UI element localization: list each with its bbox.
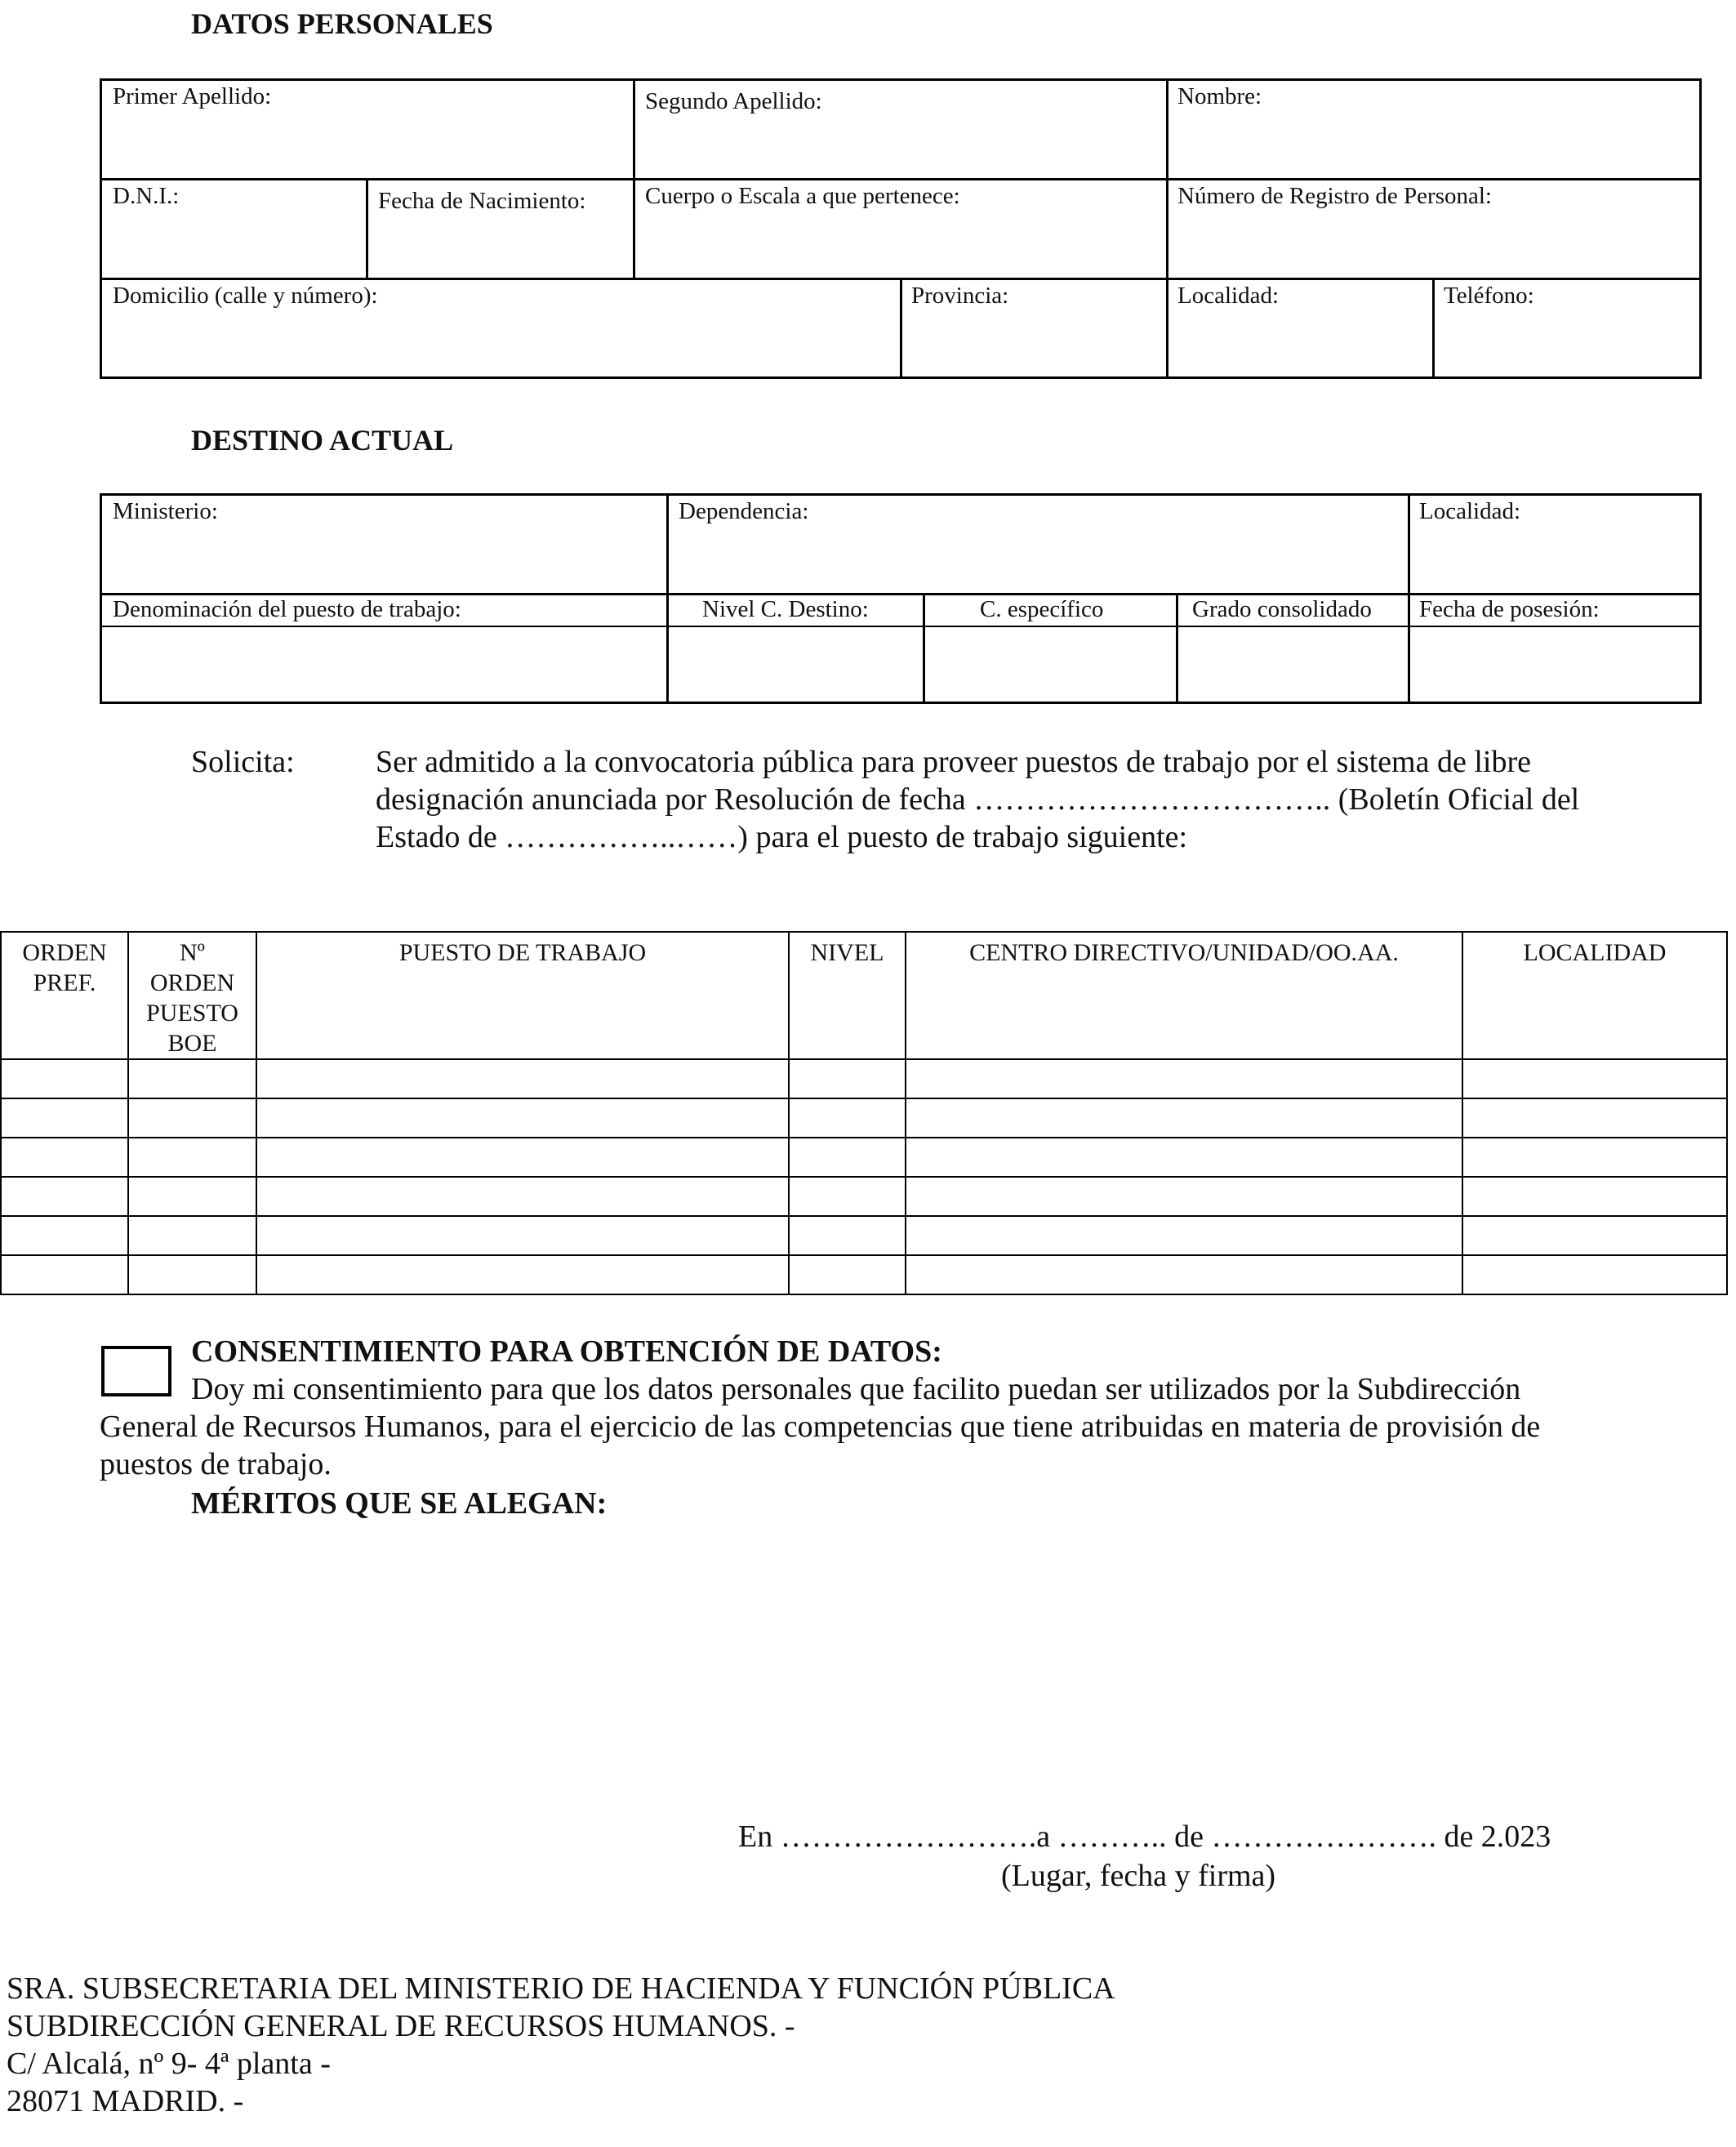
header-text: PREF.: [33, 969, 96, 996]
primer-apellido-field[interactable]: Primer Apellido:: [113, 83, 272, 109]
puesto-header: [256, 932, 789, 1059]
header-text: ORDEN: [22, 939, 107, 966]
domicilio-field[interactable]: Domicilio (calle y número):: [113, 283, 378, 309]
puesto-cell[interactable]: [256, 1216, 789, 1255]
divider: [633, 78, 635, 278]
n-orden-cell[interactable]: [128, 1216, 256, 1255]
nivel-cell[interactable]: [789, 1098, 906, 1138]
datos-personales-heading: DATOS PERSONALES: [191, 7, 493, 40]
localidad-header: [1462, 932, 1727, 1059]
divider: [666, 493, 669, 704]
localidad-cell[interactable]: [1462, 1138, 1727, 1177]
provincia-field[interactable]: Provincia:: [911, 283, 1009, 309]
localidad-cell[interactable]: [1462, 1255, 1727, 1294]
numero-registro-field[interactable]: Número de Registro de Personal:: [1177, 183, 1492, 209]
header-text: LOCALIDAD: [1523, 939, 1667, 966]
nivel-header: [789, 932, 906, 1059]
orden-pref-cell[interactable]: [1, 1098, 128, 1138]
telefono-field[interactable]: Teléfono:: [1444, 283, 1534, 309]
header-text: ORDEN: [149, 969, 235, 996]
dni-field[interactable]: D.N.I.:: [113, 183, 180, 209]
table-row: [1, 1098, 1727, 1138]
orden-pref-cell[interactable]: [1, 1216, 128, 1255]
divider: [1166, 78, 1168, 278]
divider: [100, 626, 1702, 627]
divider: [1432, 278, 1435, 379]
consentimiento-line-2: General de Recursos Humanos, para el ejercicio de las competencias que tiene atribuidas en materia de provisión de: [100, 1410, 1541, 1444]
centro-cell[interactable]: [906, 1177, 1462, 1216]
destinatario-line-4: 28071 MADRID. -: [7, 2084, 244, 2118]
orden-pref-cell[interactable]: [1, 1138, 128, 1177]
cuerpo-escala-field[interactable]: Cuerpo o Escala a que pertenece:: [645, 183, 960, 209]
orden-pref-cell[interactable]: [1, 1177, 128, 1216]
orden-pref-cell[interactable]: [1, 1255, 128, 1294]
n-orden-cell[interactable]: [128, 1059, 256, 1098]
divider: [366, 178, 368, 278]
localidad-destino-field[interactable]: Localidad:: [1419, 498, 1521, 524]
header-text: BOE: [167, 1030, 217, 1057]
localidad-cell[interactable]: [1462, 1216, 1727, 1255]
nombre-field[interactable]: Nombre:: [1177, 83, 1262, 109]
fecha-posesion-field[interactable]: Fecha de posesión:: [1419, 596, 1600, 622]
nivel-cell[interactable]: [789, 1059, 906, 1098]
c-especifico-field[interactable]: C. específico: [980, 596, 1104, 622]
divider: [923, 593, 925, 704]
orden-pref-header: [1, 932, 128, 1059]
header-text: PUESTO DE TRABAJO: [398, 939, 647, 966]
n-orden-header: [128, 932, 256, 1059]
orden-pref-cell[interactable]: [1, 1059, 128, 1098]
divider: [1408, 493, 1410, 704]
table-row: [1, 1216, 1727, 1255]
table-header-row: [1, 932, 1727, 1059]
destinatario-line-3: C/ Alcalá, nº 9- 4ª planta -: [7, 2047, 331, 2081]
consentimiento-heading: CONSENTIMIENTO PARA OBTENCIÓN DE DATOS:: [191, 1334, 942, 1369]
n-orden-cell[interactable]: [128, 1138, 256, 1177]
nivel-cell[interactable]: [789, 1255, 906, 1294]
nivel-cell[interactable]: [789, 1138, 906, 1177]
puesto-cell[interactable]: [256, 1177, 789, 1216]
puesto-cell[interactable]: [256, 1059, 789, 1098]
centro-cell[interactable]: [906, 1255, 1462, 1294]
divider: [1166, 278, 1168, 379]
denominacion-puesto-field[interactable]: Denominación del puesto de trabajo:: [113, 596, 461, 622]
puesto-cell[interactable]: [256, 1138, 789, 1177]
puesto-cell[interactable]: [256, 1255, 789, 1294]
solicita-label: Solicita:: [191, 745, 295, 779]
destinatario-line-2: SUBDIRECCIÓN GENERAL DE RECURSOS HUMANOS. -: [7, 2009, 795, 2043]
grado-consolidado-field[interactable]: Grado consolidado: [1192, 596, 1372, 622]
nivel-cell[interactable]: [789, 1216, 906, 1255]
centro-cell[interactable]: [906, 1216, 1462, 1255]
centro-cell[interactable]: [906, 1138, 1462, 1177]
divider: [100, 178, 1702, 180]
centro-cell[interactable]: [906, 1059, 1462, 1098]
segundo-apellido-field[interactable]: Segundo Apellido:: [645, 88, 822, 114]
solicita-line-2: designación anunciada por Resolución de fecha …………………………….. (Boletín Oficial del: [376, 782, 1580, 817]
table-row: [1, 1255, 1727, 1294]
solicita-line-1: Ser admitido a la convocatoria pública para proveer puestos de trabajo por el sistema de libre: [376, 745, 1531, 779]
firma-line[interactable]: En …………………….a ……….. de …………………. de 2.023: [738, 1820, 1551, 1854]
nivel-cell[interactable]: [789, 1177, 906, 1216]
dependencia-field[interactable]: Dependencia:: [679, 498, 809, 524]
divider: [100, 593, 1702, 595]
localidad-field[interactable]: Localidad:: [1177, 283, 1280, 309]
header-text: Nº: [180, 939, 205, 966]
meritos-heading: MÉRITOS QUE SE ALEGAN:: [191, 1486, 608, 1521]
table-row: [1, 1177, 1727, 1216]
table-row: [1, 1138, 1727, 1177]
n-orden-cell[interactable]: [128, 1098, 256, 1138]
firma-caption: (Lugar, fecha y firma): [1001, 1859, 1276, 1893]
localidad-cell[interactable]: [1462, 1177, 1727, 1216]
n-orden-cell[interactable]: [128, 1255, 256, 1294]
n-orden-cell[interactable]: [128, 1177, 256, 1216]
consentimiento-checkbox[interactable]: [101, 1346, 171, 1396]
centro-cell[interactable]: [906, 1098, 1462, 1138]
divider: [1176, 593, 1178, 704]
header-text: CENTRO DIRECTIVO/UNIDAD/OO.AA.: [969, 939, 1399, 966]
puestos-table: [0, 931, 1728, 1295]
header-text: PUESTO: [146, 1000, 238, 1027]
consentimiento-line-3: puestos de trabajo.: [100, 1447, 332, 1481]
puesto-cell[interactable]: [256, 1098, 789, 1138]
nivel-destino-field[interactable]: Nivel C. Destino:: [702, 596, 869, 622]
divider: [900, 278, 902, 379]
destino-actual-heading: DESTINO ACTUAL: [191, 424, 454, 457]
fecha-nacimiento-field[interactable]: Fecha de Nacimiento:: [378, 188, 586, 214]
table-row: [1, 1059, 1727, 1098]
header-text: NIVEL: [810, 939, 884, 966]
solicita-line-3: Estado de ……………..……) para el puesto de trabajo siguiente:: [376, 820, 1188, 854]
localidad-cell[interactable]: [1462, 1098, 1727, 1138]
localidad-cell[interactable]: [1462, 1059, 1727, 1098]
consentimiento-line-1: Doy mi consentimiento para que los datos personales que facilito puedan ser utilizados por la Subdirección: [191, 1372, 1521, 1406]
destinatario-line-1: SRA. SUBSECRETARIA DEL MINISTERIO DE HACIENDA Y FUNCIÓN PÚBLICA: [7, 1971, 1115, 2006]
ministerio-field[interactable]: Ministerio:: [113, 498, 218, 524]
centro-header: [906, 932, 1462, 1059]
